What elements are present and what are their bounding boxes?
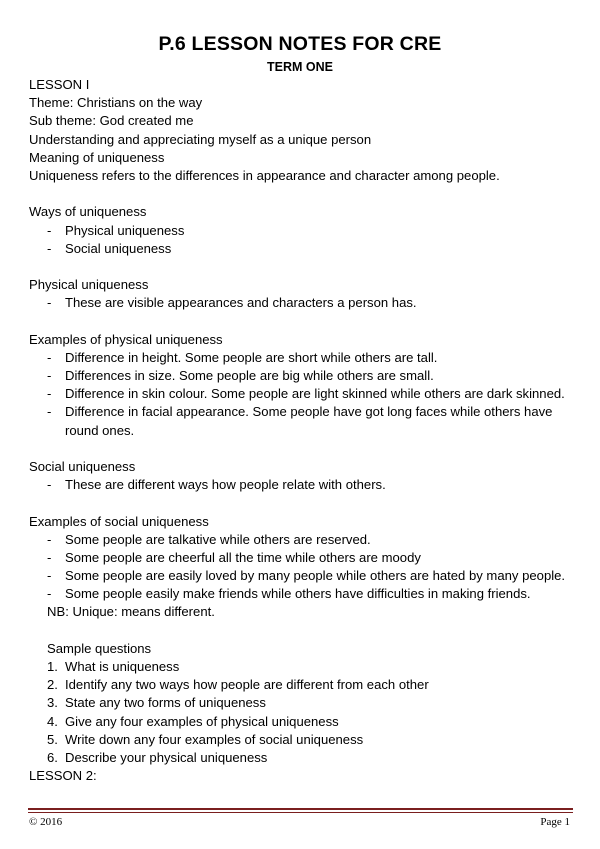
theme-line: Theme: Christians on the way [29,95,203,111]
question-item: 3. State any two forms of uniqueness [47,695,266,711]
page-subtitle: TERM ONE [267,60,333,74]
footer-divider [28,808,573,810]
lesson-body [29,76,574,785]
footer-divider-thin [28,812,573,813]
meaning-definition: Uniqueness refers to the differences in appearance and character among people. [29,167,500,183]
list-item: - Some people are easily loved by many people while others are hated by many people. [47,568,566,584]
list-item: - These are visible appearances and characters a person has. [47,295,417,311]
footer-page-number: Page 1 [540,816,570,828]
question-item: 5. Write down any four examples of social uniqueness [47,731,364,747]
question-item: 6. Describe your physical uniqueness [47,749,268,765]
list-item: - These are different ways how people relate with others. [47,477,386,493]
physical-examples-heading: Examples of physical uniqueness [29,331,223,347]
list-item: - Social uniqueness [47,240,172,256]
page-title: P.6 LESSON NOTES FOR CRE [158,33,442,55]
list-item: - Some people are talkative while others are reserved. [47,531,371,547]
question-item: 1. What is uniqueness [47,659,180,675]
list-item: - Some people easily make friends while others have difficulties in making friends. [47,586,531,602]
next-lesson-label: LESSON 2: [29,768,97,784]
list-item: - Some people are cheerful all the time while others are moody [47,549,421,565]
question-item: 2. Identify any two ways how people are different from each other [47,677,429,693]
footer-copyright: © 2016 [29,816,63,828]
questions-heading: Sample questions [47,640,152,656]
social-examples-heading: Examples of social uniqueness [29,513,209,529]
note-line: NB: Unique: means different. [47,604,215,620]
list-item: - Physical uniqueness [47,222,185,238]
physical-heading: Physical uniqueness [29,277,149,293]
social-heading: Social uniqueness [29,458,136,474]
question-item: 4. Give any four examples of physical uniqueness [47,713,339,729]
list-item: - Difference in facial appearance. Some people have got long faces while others have round ones. [47,404,553,438]
lesson-label: LESSON I [29,77,90,92]
list-item: - Differences in size. Some people are big while others are small. [47,368,434,383]
topic-line: Understanding and appreciating myself as a unique person [29,131,372,147]
ways-heading: Ways of uniqueness [29,204,147,220]
meaning-heading: Meaning of uniqueness [29,149,165,165]
list-item: - Difference in height. Some people are short while others are tall. [47,349,438,365]
sub-theme-line: Sub theme: God created me [29,113,194,129]
list-item: - Difference in skin colour. Some people are light skinned while others are dark skinned. [47,386,565,402]
